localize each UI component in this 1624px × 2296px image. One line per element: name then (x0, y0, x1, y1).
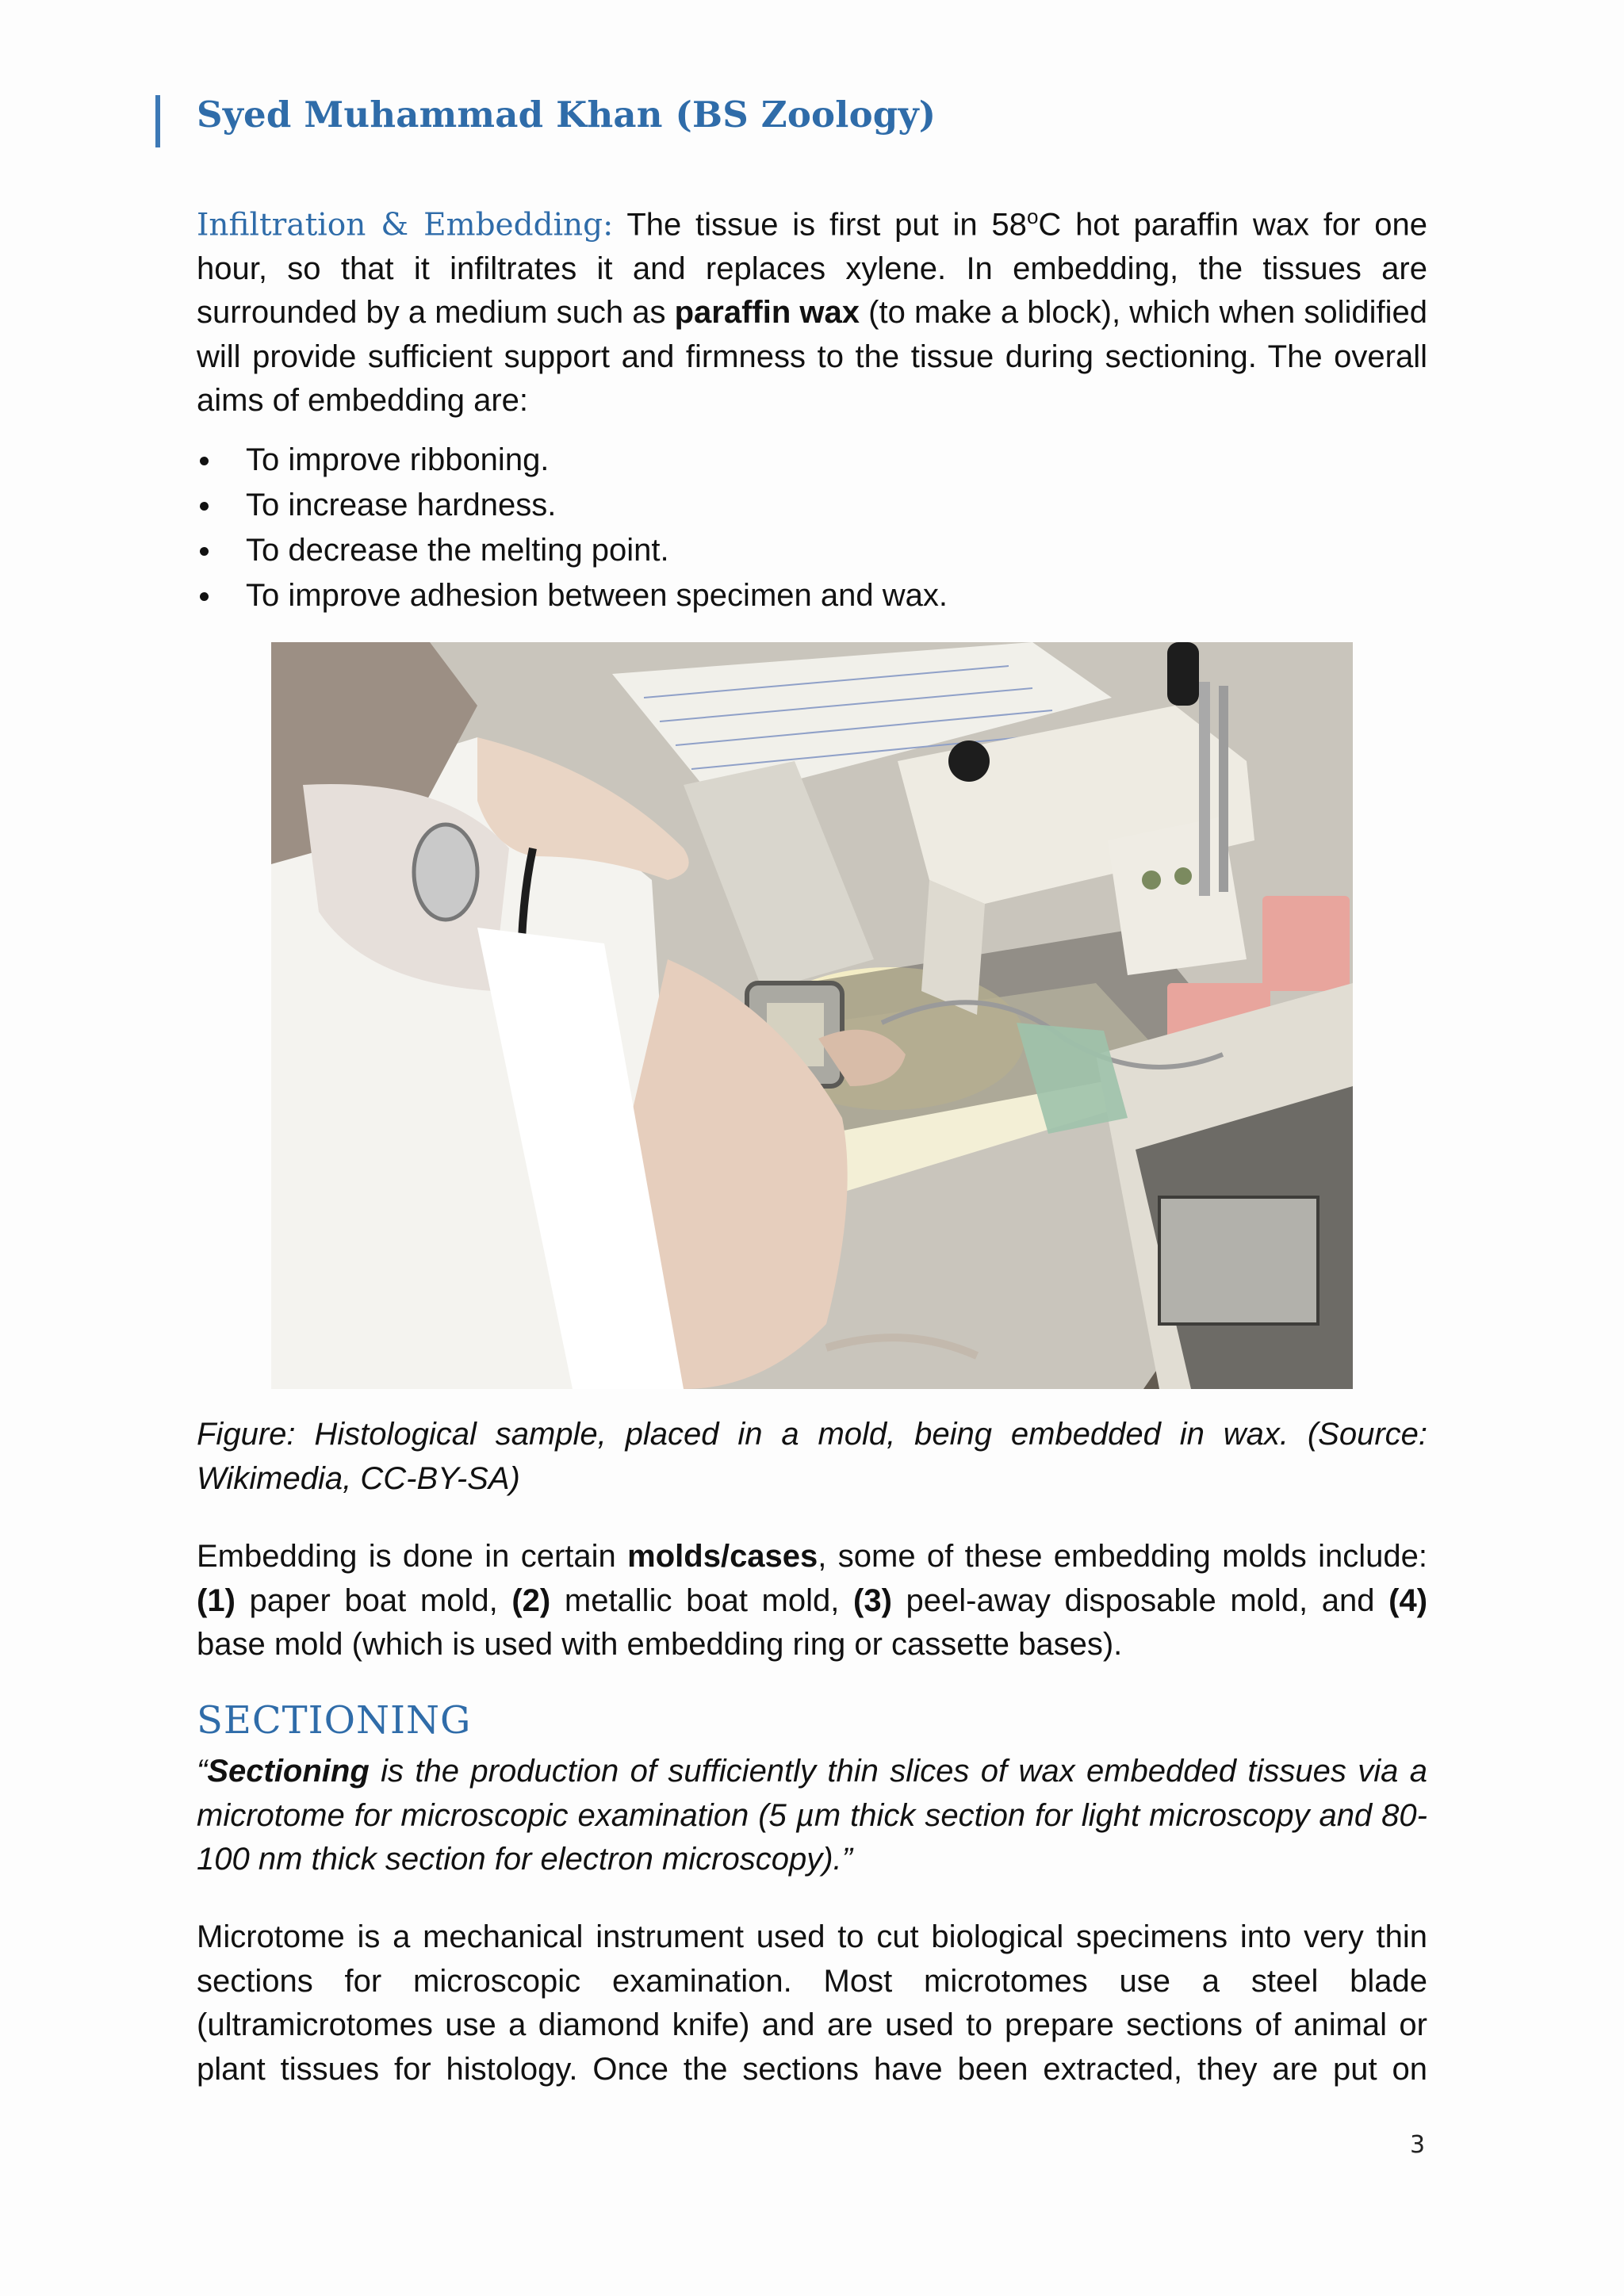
embedding-aims-list (197, 438, 948, 618)
sectioning-definition: “Sectioning is the production of sufficiently thin slices of wax embedded tissues via a microtome for microscopic examination (5 µm thick section for light microscopy and 80-100 nm thick section for electron microscopy).” (197, 1754, 1427, 1877)
molds-paragraph: Embedding is done in certain molds/cases, some of these embedding molds include: (1) paper boat mold, (2) metallic boat mold, (3) peel-away disposable mold, and (4) base mold (which is used with embedding ring or cassette bases). (197, 1539, 1428, 1662)
bullet-icon (200, 547, 209, 556)
list-item: To improve ribboning. (197, 438, 948, 483)
list-item: To increase hardness. (197, 483, 948, 528)
infiltration-paragraph: Infiltration & Embedding: The tissue is first put in 58$^o$C hot paraffin wax for one hour, so that it infiltrates it and replaces xylene. In embedding, the tissues are surrounded by a medium such as paraffin wax (to make a block), which when solidified will provide sufficient support and firmness to the tissue during sectioning. The overall aims of embedding are: (197, 205, 1428, 419)
paraffin-wax-term: paraffin wax (674, 295, 860, 331)
list-item: To decrease the melting point. (197, 528, 948, 573)
header-title: Syed Muhammad Khan (BS Zoology) (197, 94, 936, 136)
embedding-photo-illustration (271, 642, 1353, 1389)
microtome-paragraph: Microtome is a mechanical instrument used to cut biological specimens into very thin sections for microscopic examination. Most microtomes use a steel blade (ultramicrotomes use a diamond knife) and are used to prepare sections of animal or plant tissues for histology. Once the sections have been extracted, they are put on (197, 1919, 1427, 2087)
list-item: To improve adhesion between specimen and wax. (197, 573, 948, 618)
bullet-icon (200, 592, 209, 601)
section-heading-sectioning: SECTIONING (197, 1698, 472, 1743)
header-accent-bar (155, 95, 160, 147)
bullet-icon (200, 457, 209, 465)
bullet-icon (200, 502, 209, 511)
embedding-photo (271, 642, 1353, 1389)
infiltration-lead-in: Infiltration & Embedding: (197, 207, 614, 243)
page-number: 3 (1410, 2131, 1426, 2159)
figure-caption: Figure: Histological sample, placed in a mold, being embedded in wax. (Source: Wikimedia, CC-BY-SA) (197, 1417, 1427, 1496)
